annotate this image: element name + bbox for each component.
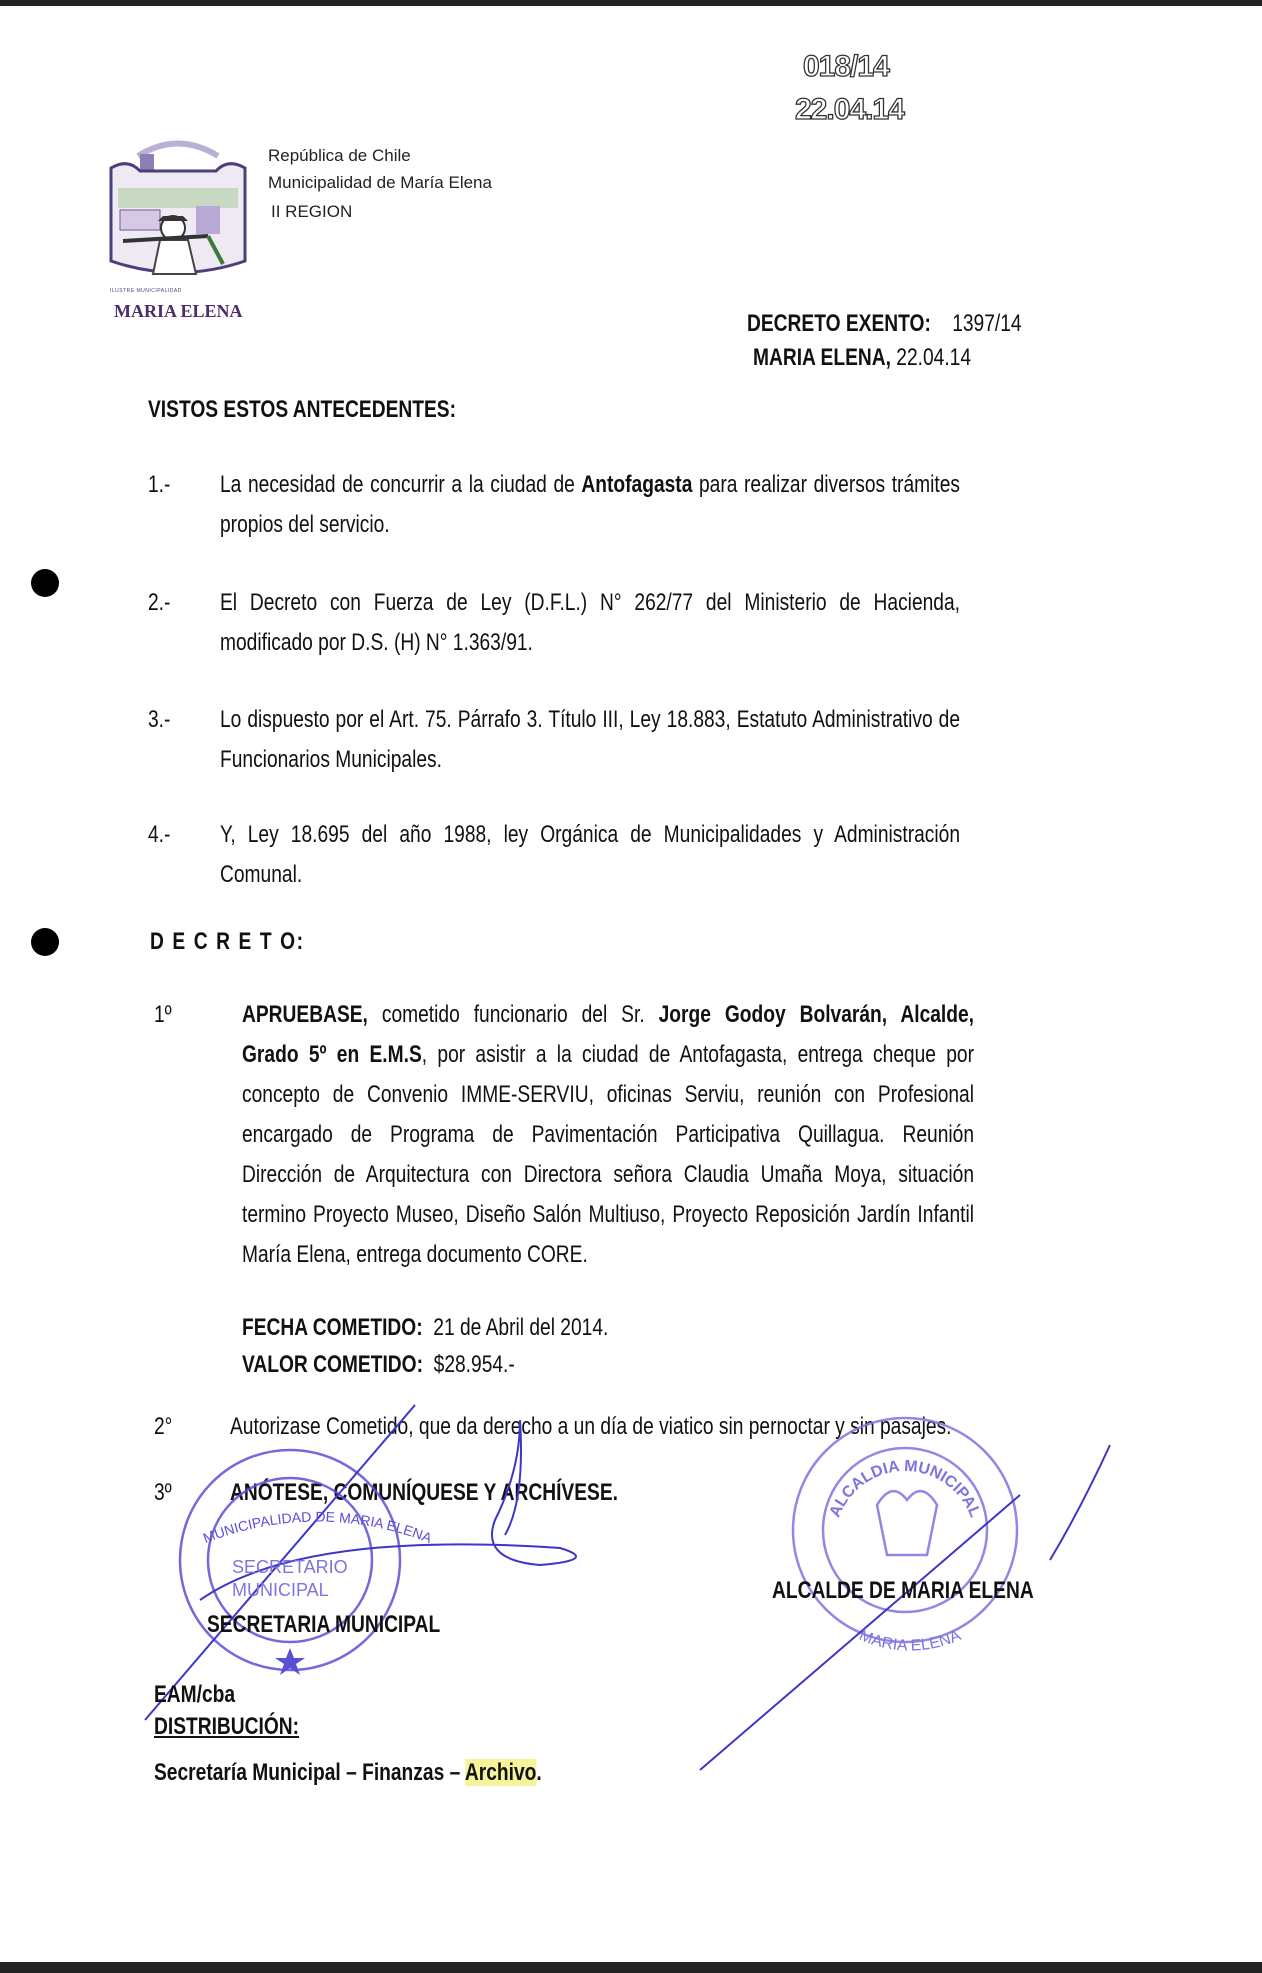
- stamp-date: 22.04.14: [795, 93, 904, 126]
- text-segment: termino Proyecto Museo, Diseño Salón Multiuso, Proyecto Reposición Jardín Infantil: [242, 1201, 974, 1228]
- org-line-country: República de Chile: [268, 146, 411, 165]
- text-segment: María Elena, entrega documento CORE.: [242, 1241, 588, 1268]
- text-line: [220, 588, 960, 618]
- text-segment: El Decreto con Fuerza de Ley (D.F.L.) N° 262/77 del Ministerio de Hacienda,: [220, 589, 960, 616]
- logo-caption: MARIA ELENA: [114, 301, 243, 321]
- text-line: [220, 470, 960, 500]
- place-date: [753, 343, 971, 373]
- initials: EAM/cba: [154, 1681, 236, 1708]
- place-label: MARIA ELENA,: [753, 344, 891, 371]
- distribution-archivo-highlighted: Archivo: [464, 1759, 537, 1786]
- decree-number: 1397/14: [952, 310, 1022, 337]
- valor-label: VALOR COMETIDO:: [242, 1351, 423, 1378]
- text-line: [242, 1160, 974, 1190]
- text-segment: propios del servicio.: [220, 511, 390, 538]
- text-segment: Grado 5º en E.M.S: [242, 1041, 422, 1068]
- text-segment: Antofagasta: [581, 471, 693, 498]
- org-line-region: II REGION: [271, 202, 353, 221]
- text-line: [242, 1000, 974, 1030]
- text-segment: Y, Ley 18.695 del año 1988, ley Orgánica de Municipalidades y Administración: [220, 821, 960, 848]
- distribution-label: DISTRIBUCIÓN:: [154, 1713, 300, 1740]
- stamp-number: 018/14: [803, 50, 889, 83]
- vistos-item-number: 3.-: [148, 706, 171, 733]
- mayor-stamp-ring-text: ALCALDIA MUNICIPAL: [826, 1457, 984, 1520]
- distribution-list: [154, 1758, 542, 1788]
- mayor-stamp-bottom: [830, 1610, 990, 1658]
- decreto-heading: D E C R E T O:: [150, 928, 305, 955]
- municipal-logo-icon: [108, 136, 248, 284]
- scan-edge-top: [0, 0, 1262, 6]
- secretary-stamp-ring: [185, 1510, 450, 1554]
- valor-cometido: [242, 1350, 515, 1380]
- mayor-stamp-ring: [815, 1446, 995, 1546]
- article-number: 1º: [154, 1001, 172, 1028]
- punch-hole: [31, 928, 59, 956]
- vistos-item-number: 2.-: [148, 589, 171, 616]
- text-line: [242, 1120, 974, 1150]
- valor-value: $28.954.-: [433, 1351, 515, 1378]
- text-segment: Jorge Godoy Bolvarán, Alcalde,: [658, 1001, 974, 1028]
- punch-hole: [31, 569, 59, 597]
- decree-heading: [747, 309, 1022, 339]
- text-segment: , por asistir a la ciudad de Antofagasta, entrega cheque por: [421, 1041, 974, 1068]
- place-date-value: 22.04.14: [896, 344, 972, 371]
- article-number: 3º: [154, 1479, 172, 1506]
- secretary-stamp-inner-2: MUNICIPAL: [232, 1580, 329, 1600]
- fecha-label: FECHA COMETIDO:: [242, 1314, 423, 1341]
- text-line: [220, 860, 960, 890]
- org-line-municipality: Municipalidad de María Elena: [268, 173, 492, 192]
- text-line: [242, 1200, 974, 1230]
- fecha-cometido: [242, 1313, 608, 1343]
- text-line: [242, 1240, 974, 1270]
- fecha-value: 21 de Abril del 2014.: [433, 1314, 609, 1341]
- text-segment: Funcionarios Municipales.: [220, 746, 442, 773]
- vistos-item-number: 4.-: [148, 821, 171, 848]
- text-segment: para realizar diversos trámites: [692, 471, 960, 498]
- star-icon: [275, 1648, 305, 1675]
- text-line: [220, 628, 960, 658]
- text-segment: cometido funcionario del Sr.: [367, 1001, 659, 1028]
- vistos-item-number: 1.-: [148, 471, 171, 498]
- text-line: [242, 1080, 974, 1110]
- mayor-signature-label: ALCALDE DE MARIA ELENA: [772, 1577, 1034, 1604]
- article-number: 2°: [154, 1413, 173, 1440]
- text-segment: Comunal.: [220, 861, 303, 888]
- text-segment: concepto de Convenio IMME-SERVIU, oficinas Serviu, reunión con Profesional: [242, 1081, 974, 1108]
- article-2-text: Autorizase Cometido, que da derecho a un día de viatico sin pernoctar y sin pasajes.: [230, 1413, 952, 1440]
- article-3-text: ANÓTESE, COMUNÍQUESE Y ARCHÍVESE.: [230, 1479, 618, 1506]
- text-segment: APRUEBASE,: [242, 1001, 368, 1028]
- text-segment: Dirección de Arquitectura con Directora señora Claudia Umaña Moya, situación: [242, 1161, 974, 1188]
- secretary-signature-label: SECRETARIA MUNICIPAL: [207, 1611, 441, 1638]
- text-line: [220, 705, 960, 735]
- distribution-period: .: [536, 1759, 542, 1786]
- mayor-stamp-bottom-text: MARIA ELENA: [856, 1626, 964, 1655]
- text-line: [220, 510, 960, 540]
- text-segment: Lo dispuesto por el Art. 75. Párrafo 3. Título III, Ley 18.883, Estatuto Administrativo de: [220, 706, 960, 733]
- logo-caption-small: ILUSTRE MUNICIPALIDAD: [110, 288, 182, 294]
- text-line: [220, 745, 960, 775]
- scan-edge-bottom: [0, 1962, 1262, 1973]
- text-line: [220, 820, 960, 850]
- text-segment: La necesidad de concurrir a la ciudad de: [220, 471, 582, 498]
- secretary-stamp-ring-text: MUNICIPALIDAD DE MARIA ELENA: [200, 1510, 435, 1547]
- text-segment: encargado de Programa de Pavimentación Participativa Quillagua. Reunión: [242, 1121, 974, 1148]
- distribution-recipients: Secretaría Municipal – Finanzas –: [154, 1759, 465, 1786]
- secretary-stamp-inner-1: SECRETARIO: [232, 1557, 348, 1577]
- vistos-heading: VISTOS ESTOS ANTECEDENTES:: [148, 396, 456, 423]
- decree-label: DECRETO EXENTO:: [747, 310, 931, 337]
- text-segment: modificado por D.S. (H) N° 1.363/91.: [220, 629, 533, 656]
- text-line: [242, 1040, 974, 1070]
